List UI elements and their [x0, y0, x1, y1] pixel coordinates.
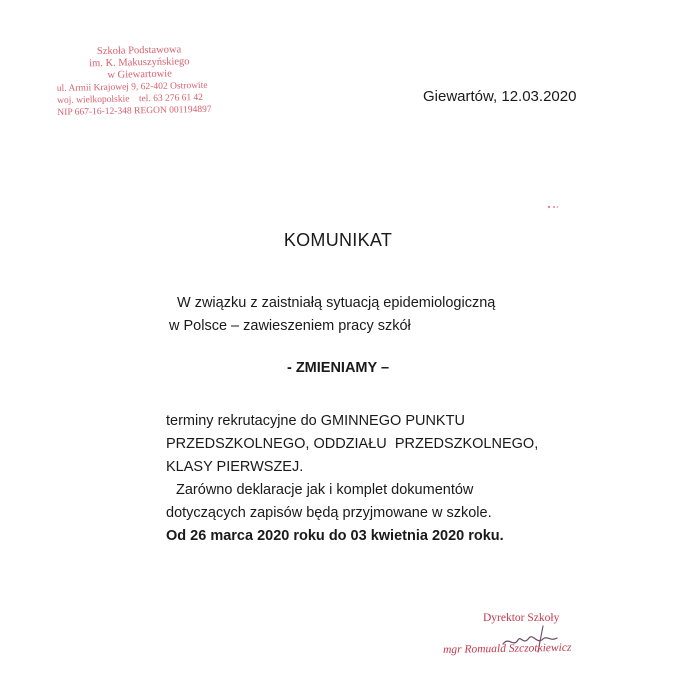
- body-paragraph: [166, 410, 538, 548]
- stamp-line: woj. wielkopolskie tel. 63 276 61 42: [57, 92, 204, 106]
- ink-spot: [547, 205, 559, 209]
- signature-name: mgr Romuald Szczotkiewicz: [442, 641, 572, 657]
- stamp-line: im. K. Makuszyńskiego: [89, 56, 190, 70]
- document-date: Giewartów, 12.03.2020: [423, 88, 577, 105]
- page-title: KOMUNIKAT: [283, 230, 393, 250]
- stamp-line: w Giewartowie: [107, 68, 172, 81]
- body-line: dotyczących zapisów będą przyjmowane w szkole.: [166, 505, 492, 521]
- intro-line: w Polsce – zawieszeniem pracy szkół: [169, 318, 411, 334]
- intro-paragraph: [169, 292, 496, 338]
- deadline-line: Od 26 marca 2020 roku do 03 kwietnia 2020 roku.: [166, 528, 504, 544]
- intro-line: W związku z zaistniałą sytuacją epidemiologiczną: [177, 295, 496, 311]
- body-line: PRZEDSZKOLNEGO, ODDZIAŁU PRZEDSZKOLNEGO,: [166, 436, 539, 452]
- stamp-line: Szkoła Podstawowa: [96, 44, 182, 58]
- announcement-heading: - ZMIENIAMY –: [286, 360, 390, 376]
- stamp-line: NIP 667-16-12-348 REGON 001194897: [57, 104, 212, 118]
- body-line: Zarówno deklaracje jak i komplet dokumentów: [176, 482, 474, 498]
- school-stamp: [56, 43, 257, 119]
- signature-role: Dyrektor Szkoły: [483, 612, 560, 624]
- signature-block: [442, 612, 673, 657]
- body-line: KLASY PIERWSZEJ.: [166, 459, 304, 475]
- body-line: terminy rekrutacyjne do GMINNEGO PUNKTU: [166, 413, 465, 429]
- stamp-line: ul. Armii Krajowej 9, 62-402 Ostrowite: [56, 80, 208, 94]
